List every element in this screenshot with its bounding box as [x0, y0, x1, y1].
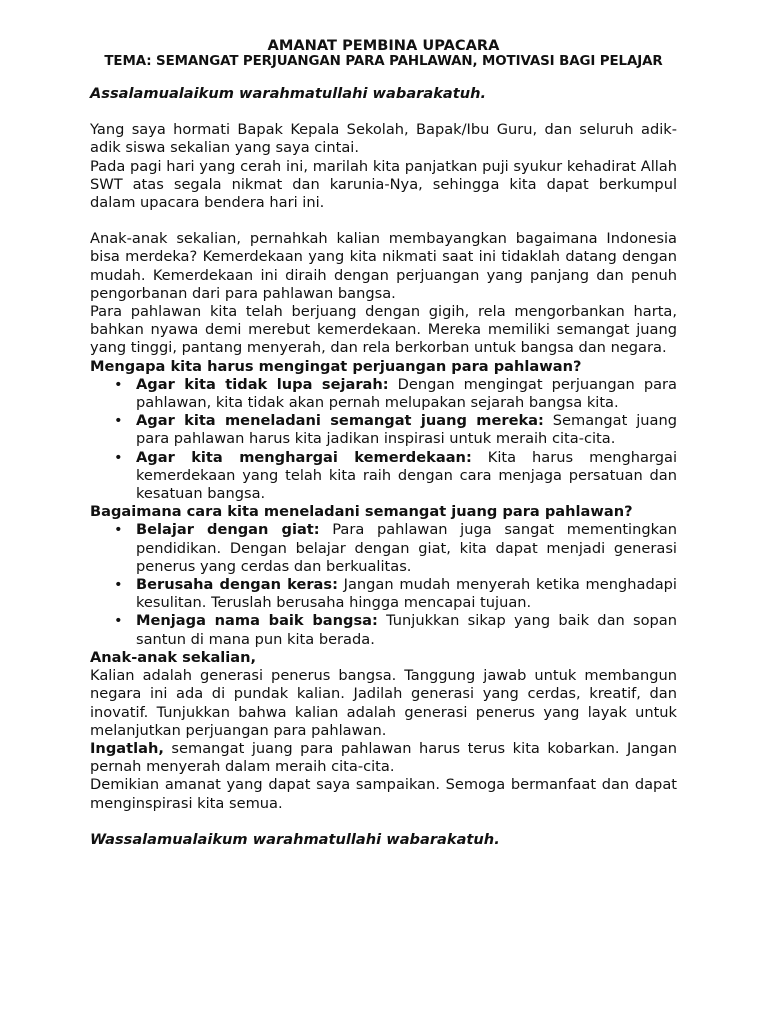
paragraph-independence: Anak-anak sekalian, pernahkah kalian membayangkan bagaimana Indonesia bisa merdeka? Kemerdekaan yang kita nikmati saat ini tidaklah datang dengan mudah. Kemerdekaan ini diraih dengan perjuangan yang panjang dan penuh pengorbanan dari para pahlawan bangsa.	[90, 230, 677, 302]
closing-greeting: Wassalamualaikum warahmatullahi wabarakatuh.	[90, 830, 500, 848]
list-item-text: Tunjukkan sikap yang baik dan sopan santun di mana pun kita berada.	[136, 612, 678, 648]
document-subtitle: TEMA: SEMANGAT PERJUANGAN PARA PAHLAWAN, MOTIVASI BAGI PELAJAR	[104, 54, 663, 69]
list-item-text: Kita harus menghargai kemerdekaan yang telah kita raih dengan cara menjaga persatuan dan kesatuan bangsa.	[136, 448, 677, 503]
question-why-remember: Mengapa kita harus mengingat perjuangan para pahlawan?	[90, 357, 582, 375]
list-item-text: Jangan mudah menyerah ketika menghadapi kesulitan. Teruslah berusaha hingga mencapai tujuan.	[136, 576, 677, 612]
paragraph-gratitude: Pada pagi hari yang cerah ini, marilah kita panjatkan puji syukur kehadirat Allah SWT atas segala nikmat dan karunia-Nya, sehingga kita dapat berkumpul dalam upacara bendera hari ini.	[90, 157, 677, 212]
list-item-heading: Agar kita meneladani semangat juang mereka:	[136, 412, 544, 430]
paragraph-respect: Yang saya hormati Bapak Kepala Sekolah, Bapak/Ibu Guru, dan seluruh adik-adik siswa sekalian yang saya cintai.	[90, 121, 677, 157]
list-item	[136, 376, 677, 412]
list-item	[136, 449, 677, 504]
document-page	[90, 37, 677, 849]
paragraph-next-generation: Kalian adalah generasi penerus bangsa. Tanggung jawab untuk membangun negara ini ada di pundak kalian. Jadilah generasi yang cerdas, kreatif, dan inovatif. Tunjukkan bahwa kalian adalah generasi penerus yang layak untuk melanjutkan perjuangan para pahlawan.	[90, 667, 677, 739]
list-item	[136, 576, 677, 612]
list-item-heading: Agar kita menghargai kemerdekaan:	[136, 448, 472, 466]
reasons-list	[90, 376, 677, 503]
list-item-heading: Berusaha dengan keras:	[136, 576, 338, 594]
list-item	[136, 521, 677, 576]
paragraph-heroes: Para pahlawan kita telah berjuang dengan gigih, rela mengorbankan harta, bahkan nyawa demi merebut kemerdekaan. Mereka memiliki semangat juang yang tinggi, pantang menyerah, dan rela berkorban untuk bangsa dan negara.	[90, 303, 677, 357]
paragraph-remember	[90, 740, 677, 776]
list-item-heading: Menjaga nama baik bangsa:	[136, 612, 378, 630]
list-item-text: Para pahlawan juga sangat mementingkan pendidikan. Dengan belajar dengan giat, kita dapat menjadi generasi penerus yang cerdas dan berkualitas.	[136, 521, 678, 575]
document-title: AMANAT PEMBINA UPACARA	[267, 37, 500, 54]
address-children: Anak-anak sekalian,	[90, 648, 257, 666]
remember-heading: Ingatlah,	[90, 739, 164, 757]
list-item-text: Semangat juang para pahlawan harus kita jadikan inspirasi untuk meraih cita-cita.	[136, 412, 677, 448]
list-item	[136, 412, 677, 448]
list-item-text: Dengan mengingat perjuangan para pahlawan, kita tidak akan pernah melupakan sejarah bangsa kita.	[136, 375, 677, 412]
list-item-heading: Belajar dengan giat:	[136, 521, 320, 539]
question-how-emulate: Bagaimana cara kita meneladani semangat juang para pahlawan?	[90, 503, 633, 521]
paragraph-conclusion: Demikian amanat yang dapat saya sampaikan. Semoga bermanfaat dan dapat menginspirasi kita semua.	[90, 776, 677, 812]
remember-text: semangat juang para pahlawan harus terus kita kobarkan. Jangan pernah menyerah dalam meraih cita-cita.	[90, 739, 677, 776]
ways-list	[90, 521, 677, 648]
opening-greeting: Assalamualaikum warahmatullahi wabarakatuh.	[90, 85, 487, 102]
list-item	[136, 612, 677, 648]
list-item-heading: Agar kita tidak lupa sejarah:	[136, 375, 389, 393]
